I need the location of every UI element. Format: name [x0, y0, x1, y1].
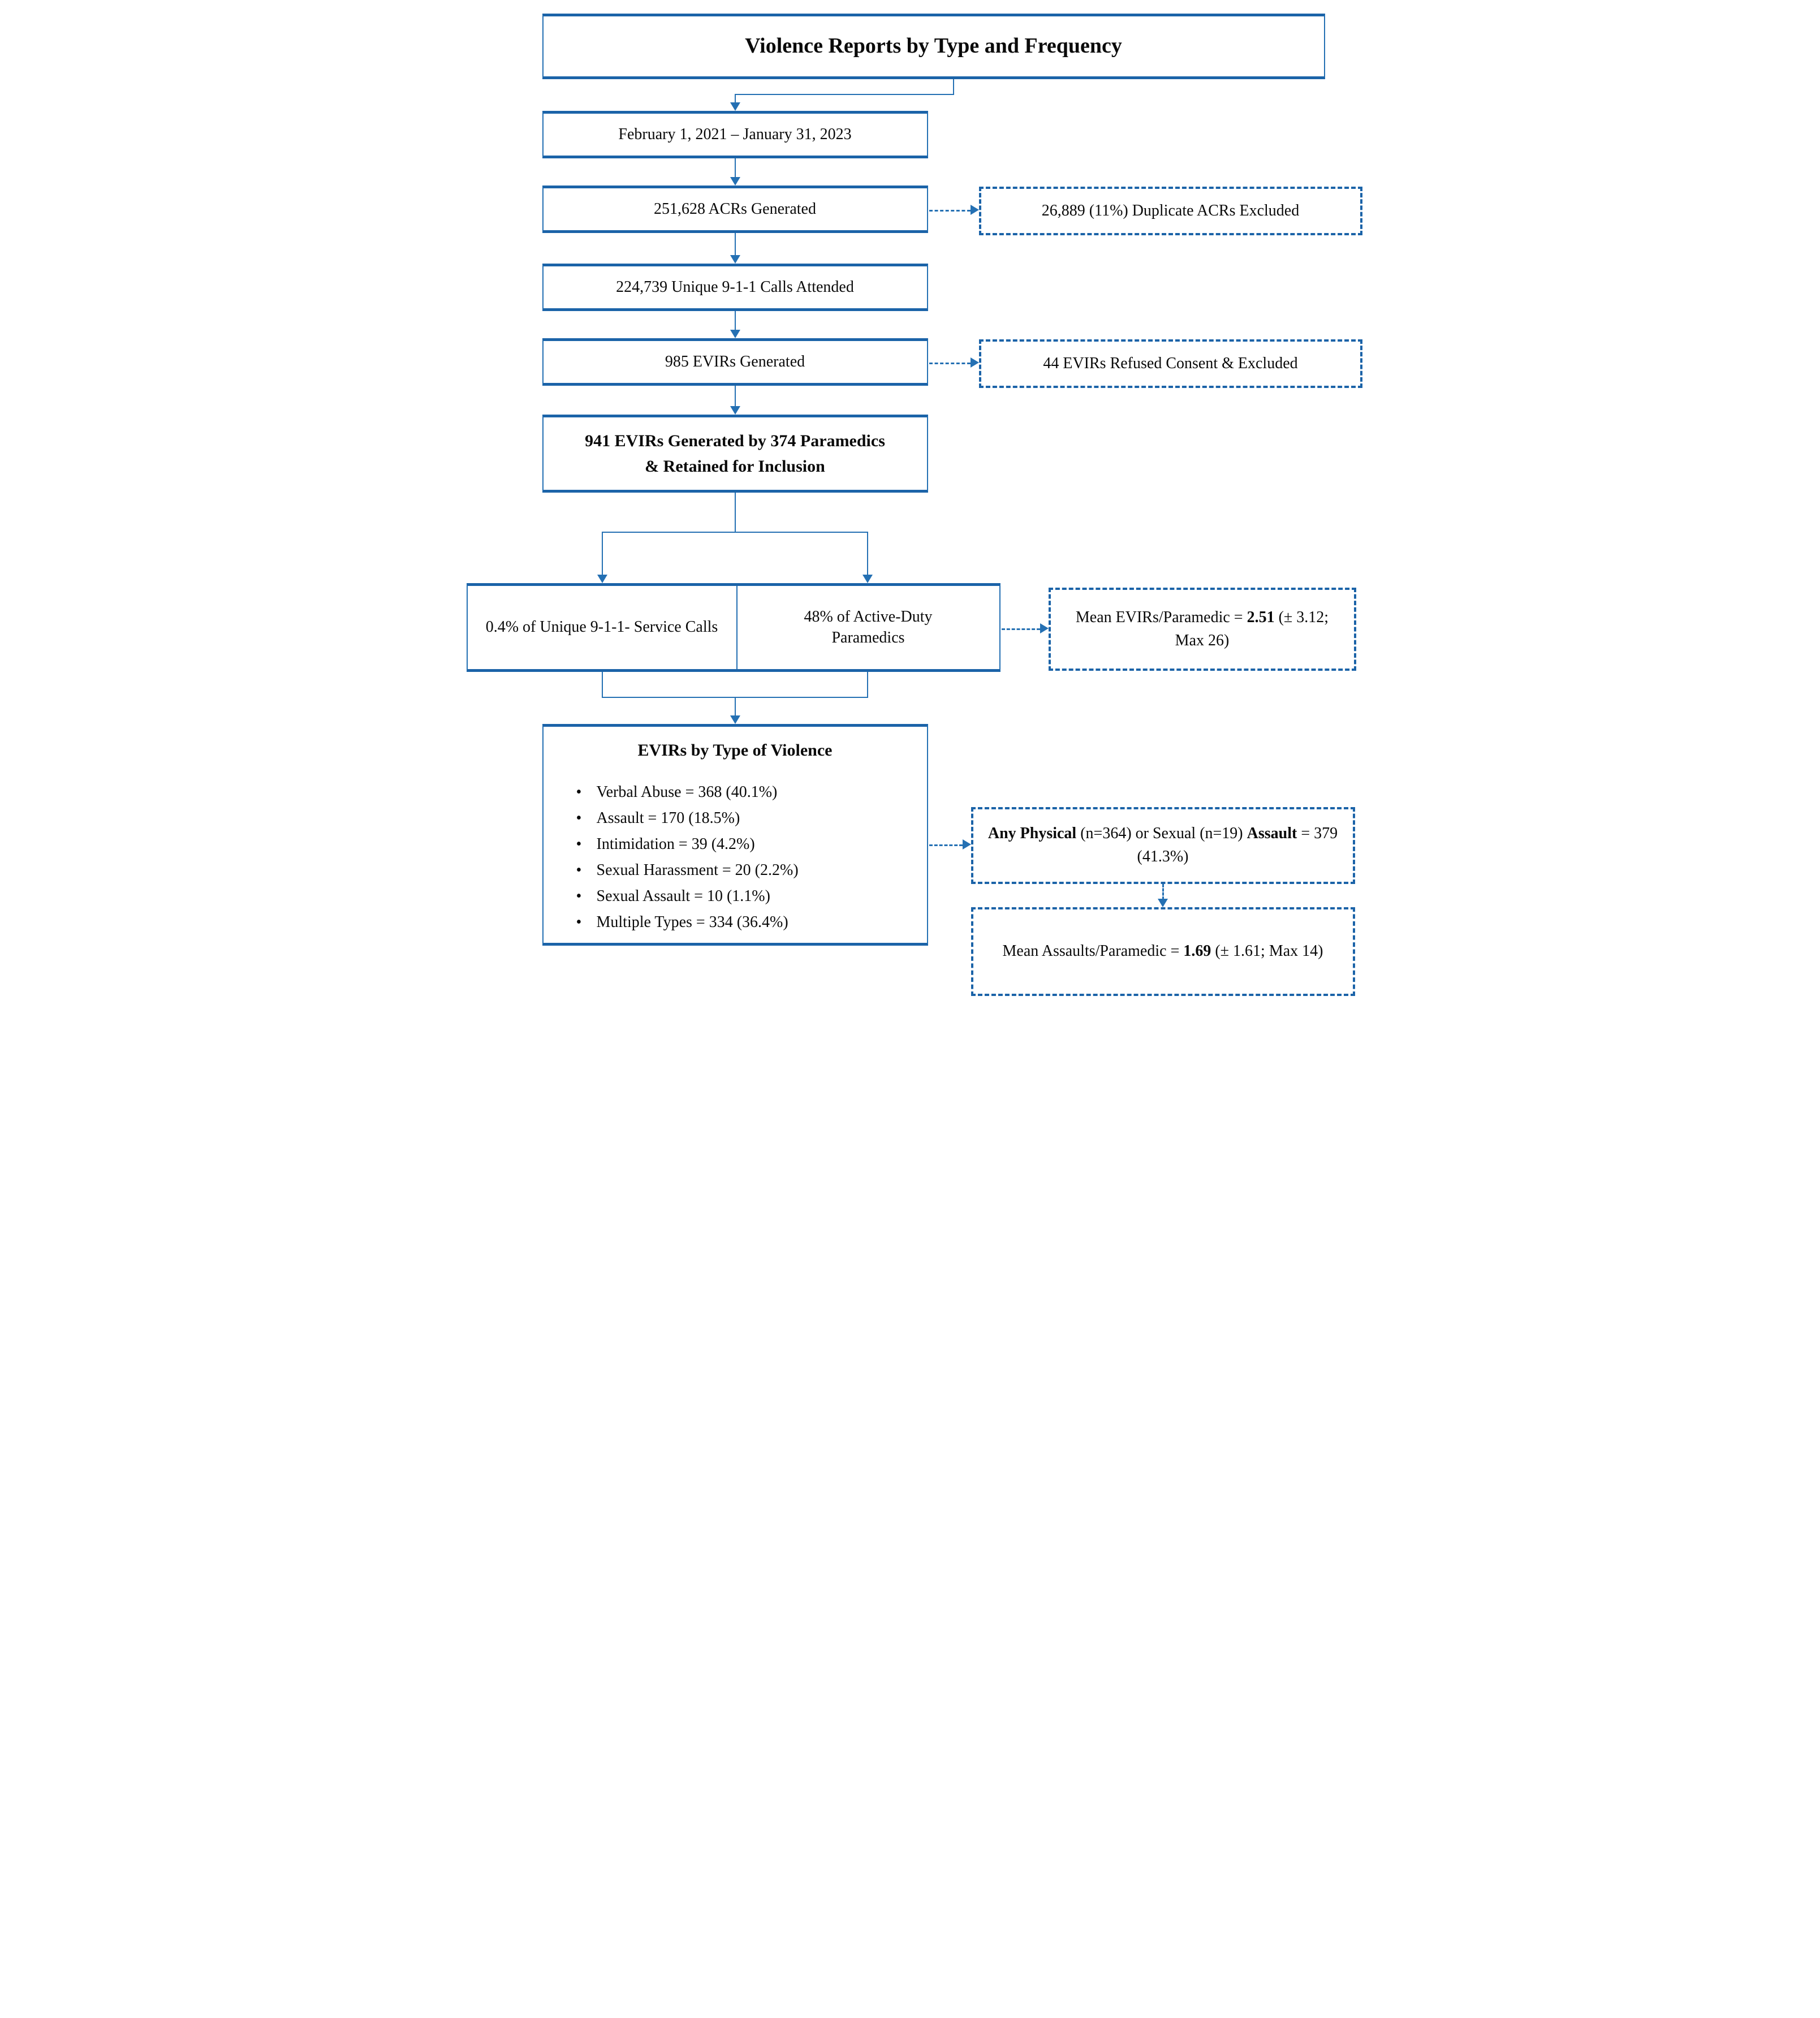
- dashed-connector-line: [1162, 884, 1164, 900]
- list-item: • Verbal Abuse = 368 (40.1%): [576, 779, 910, 805]
- duplicates-excluded-text: 26,889 (11%) Duplicate ACRs Excluded: [1041, 201, 1300, 219]
- connector-line: [735, 697, 736, 717]
- arrow-right-icon: [1040, 623, 1049, 633]
- connector-line: [602, 532, 868, 533]
- node-retained: [542, 415, 928, 493]
- node-mean-evirs: [1049, 588, 1356, 671]
- connector-line: [953, 79, 954, 95]
- evirs-generated-text: 985 EVIRs Generated: [665, 352, 805, 370]
- mean-evirs-text: Mean EVIRs/Paramedic = 2.51 (± 3.12; Max 26): [1075, 608, 1329, 649]
- dashed-connector-line: [929, 210, 971, 212]
- list-item: • Assault = 170 (18.5%): [576, 805, 910, 831]
- connector-line: [735, 233, 736, 256]
- figure-title: Violence Reports by Type and Frequency: [745, 34, 1122, 58]
- connector-line: [735, 158, 736, 178]
- connector-line: [867, 672, 868, 698]
- arrow-down-icon: [730, 330, 740, 338]
- list-item: • Multiple Types = 334 (36.4%): [576, 909, 910, 935]
- flowchart-canvas: [455, 0, 1365, 1009]
- arrow-right-icon: [971, 357, 979, 368]
- arrow-down-icon: [730, 406, 740, 415]
- dashed-connector-line: [929, 363, 971, 364]
- node-evirs-by-type: [542, 724, 928, 946]
- any-assault-text: Any Physical (n=364) or Sexual (n=19) Assault = 379 (41.3%): [987, 825, 1338, 865]
- unique-calls-text: 224,739 Unique 9-1-1 Calls Attended: [616, 278, 854, 296]
- violence-type-list: [560, 779, 910, 935]
- mean-assaults-text: Mean Assaults/Paramedic = 1.69 (± 1.61; Max 14): [1002, 942, 1323, 960]
- arrow-down-icon: [730, 102, 740, 111]
- arrow-down-icon: [1158, 899, 1168, 907]
- arrow-down-icon: [730, 177, 740, 186]
- evirs-by-type-heading: EVIRs by Type of Violence: [637, 741, 833, 760]
- refused-excluded-text: 44 EVIRs Refused Consent & Excluded: [1043, 354, 1298, 372]
- arrow-right-icon: [971, 205, 979, 215]
- retained-line2: & Retained for Inclusion: [645, 457, 825, 476]
- node-duplicates-excluded: [979, 187, 1362, 235]
- dashed-connector-line: [929, 844, 963, 846]
- split-right-text: 48% of Active-Duty Paramedics: [804, 608, 933, 646]
- connector-line: [735, 493, 736, 532]
- connector-line: [602, 532, 603, 576]
- arrow-down-icon: [730, 255, 740, 264]
- connector-line: [867, 532, 868, 576]
- list-item: • Sexual Assault = 10 (1.1%): [576, 883, 910, 909]
- node-date-range: [542, 111, 928, 158]
- dashed-connector-line: [1002, 628, 1040, 630]
- split-left-text: 0.4% of Unique 9-1-1- Service Calls: [485, 618, 718, 636]
- connector-line: [735, 94, 954, 95]
- node-any-assault: [971, 807, 1355, 884]
- node-split-paramedics: [738, 586, 999, 669]
- list-item: • Intimidation = 39 (4.2%): [576, 831, 910, 857]
- date-range-text: February 1, 2021 – January 31, 2023: [618, 125, 852, 143]
- retained-line1: 941 EVIRs Generated by 374 Paramedics: [585, 432, 885, 450]
- connector-line: [735, 311, 736, 331]
- node-refused-excluded: [979, 339, 1362, 388]
- acrs-generated-text: 251,628 ACRs Generated: [654, 200, 816, 218]
- node-split: [467, 583, 1000, 672]
- arrow-down-icon: [862, 575, 873, 583]
- list-item: • Sexual Harassment = 20 (2.2%): [576, 857, 910, 883]
- node-mean-assaults: [971, 907, 1355, 996]
- node-evirs-generated: [542, 338, 928, 386]
- arrow-right-icon: [963, 839, 971, 850]
- flowchart-title-node: [542, 14, 1325, 79]
- connector-line: [602, 672, 603, 698]
- node-split-service-calls: [468, 586, 738, 669]
- node-unique-calls: [542, 264, 928, 311]
- split-container: [468, 586, 999, 669]
- arrow-down-icon: [730, 715, 740, 724]
- node-acrs-generated: [542, 186, 928, 233]
- arrow-down-icon: [597, 575, 607, 583]
- connector-line: [735, 386, 736, 407]
